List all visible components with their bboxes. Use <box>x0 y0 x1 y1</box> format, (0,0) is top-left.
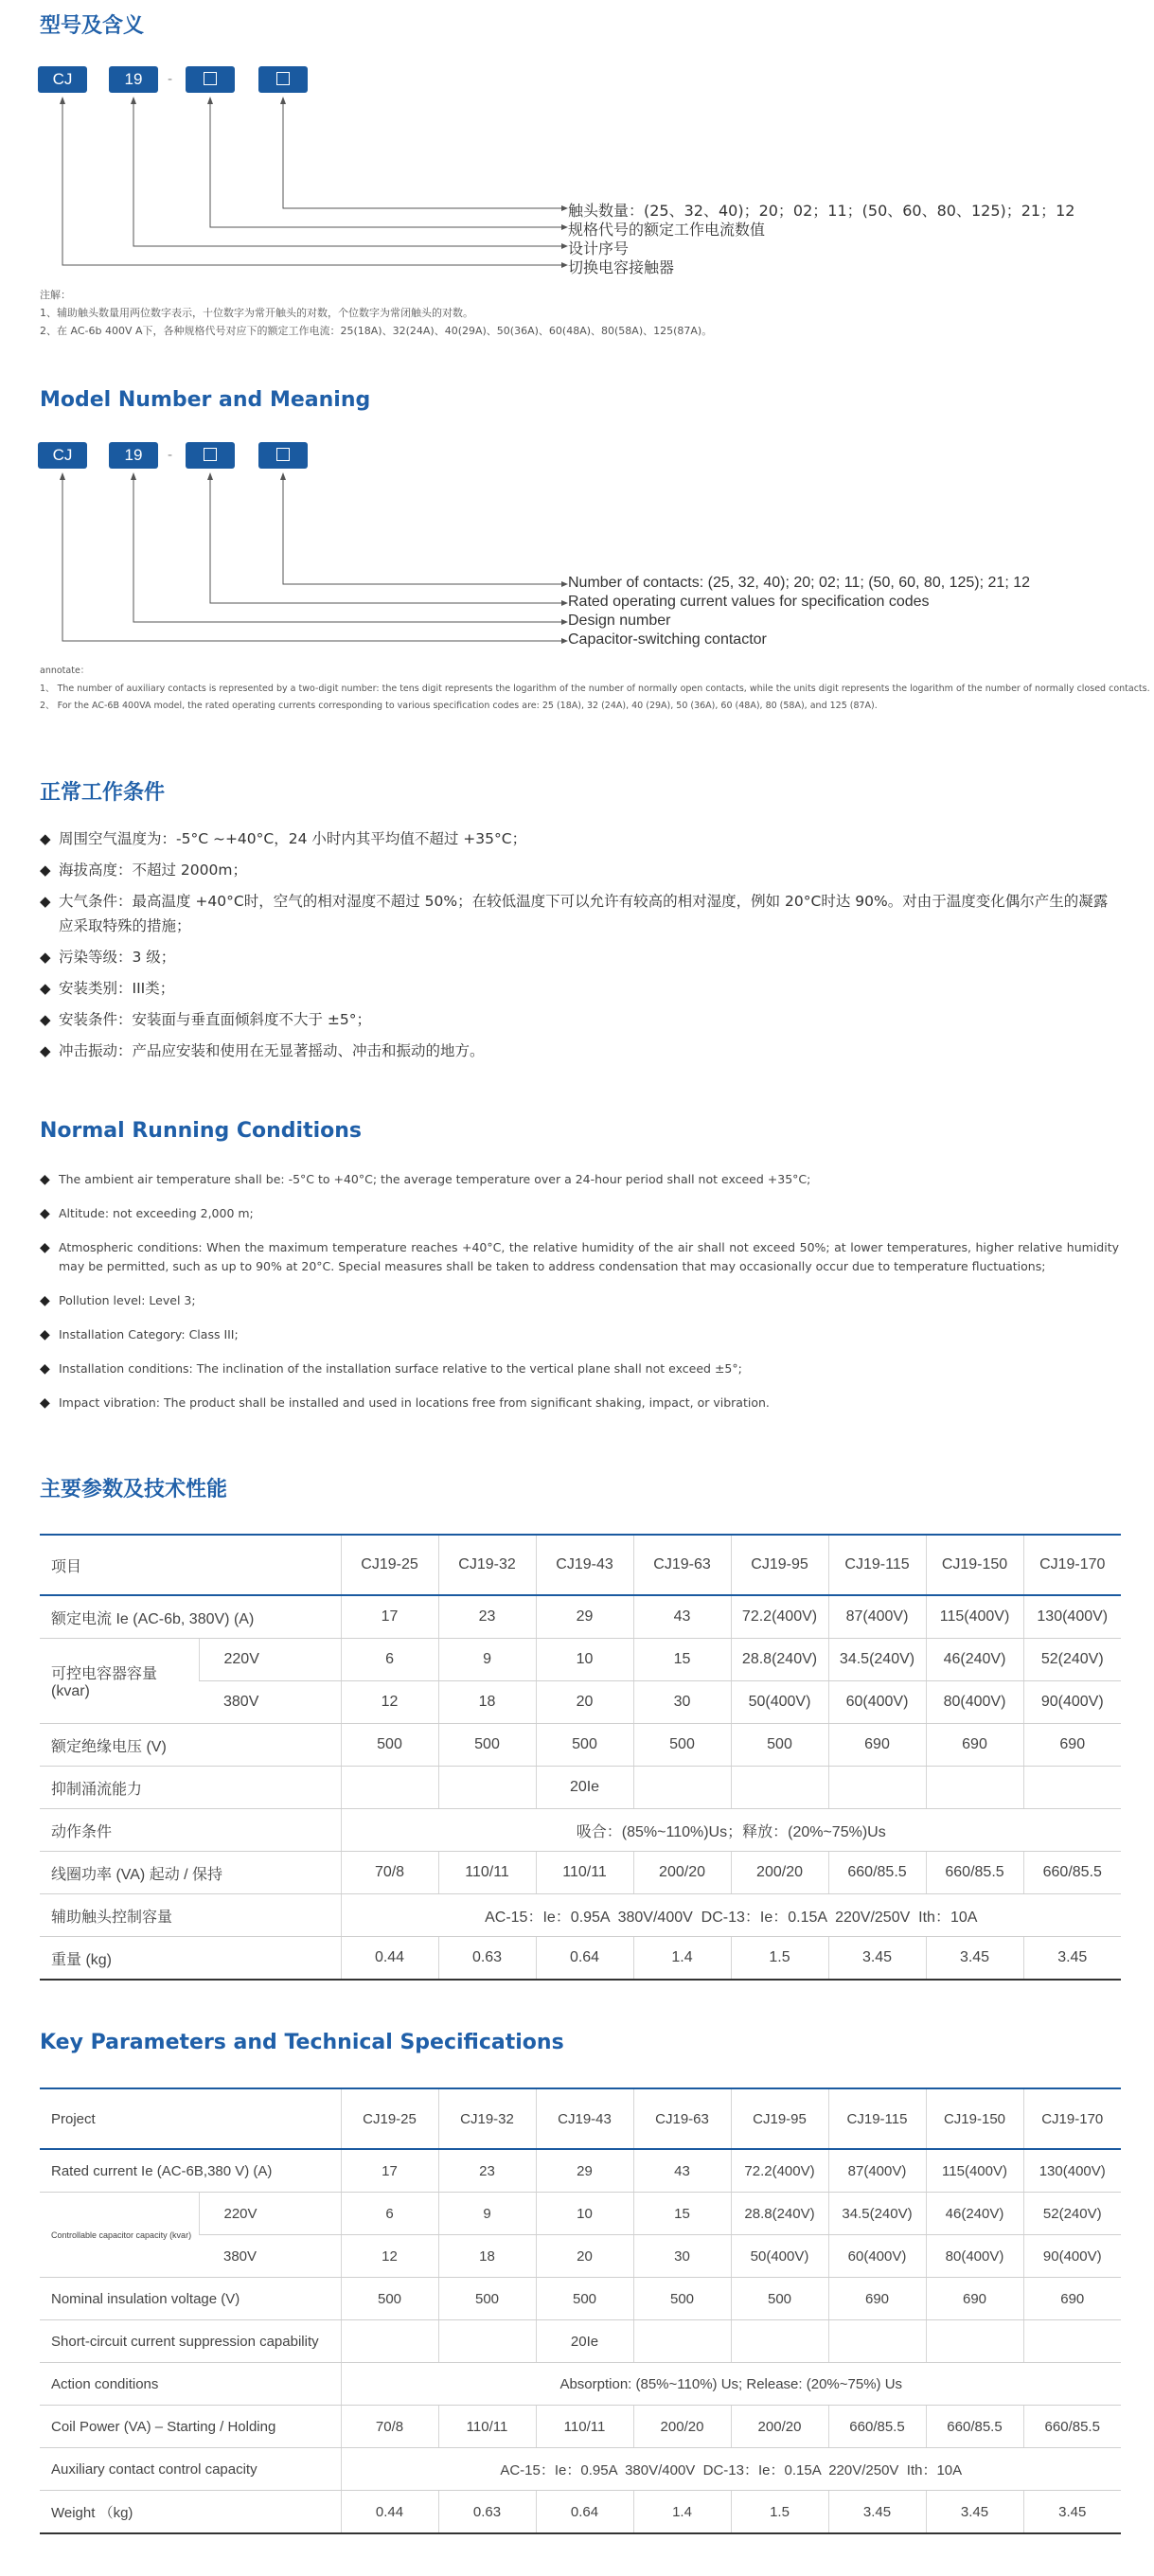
table-cell: 0.64 <box>536 2491 633 2534</box>
row-label: 额定绝缘电压 (V) <box>40 1724 341 1767</box>
table-cell: 130(400V) <box>1023 2149 1121 2193</box>
model-header: CJ19-150 <box>926 2088 1023 2149</box>
table-cell: 9 <box>438 1639 536 1681</box>
table-row <box>40 1681 1121 1724</box>
table-row <box>40 1894 1121 1937</box>
list-item: ◆ 海拔高度：不超过 2000m； <box>40 858 1119 882</box>
table-cell: 660/85.5 <box>1023 2406 1121 2448</box>
table-cell: 500 <box>633 2278 731 2320</box>
table-cell: 70/8 <box>341 2406 438 2448</box>
model-header: CJ19-95 <box>731 2088 828 2149</box>
table-cell <box>828 2320 926 2363</box>
table-cell: 80(400V) <box>926 1681 1023 1724</box>
table-cell: 200/20 <box>633 2406 731 2448</box>
model-en-diagram <box>38 442 1136 669</box>
table-cell: 18 <box>438 1681 536 1724</box>
table-cell: 43 <box>633 1595 731 1639</box>
model-header: CJ19-25 <box>341 1535 438 1595</box>
table-row <box>40 2320 1121 2363</box>
label-spec-code: Rated operating current values for specification codes <box>568 594 930 610</box>
table-cell <box>633 1767 731 1809</box>
table-cell: 500 <box>536 2278 633 2320</box>
table-cell: 110/11 <box>536 2406 633 2448</box>
table-cell: 28.8(240V) <box>731 2193 828 2235</box>
table-row <box>40 1724 1121 1767</box>
table-row <box>40 1852 1121 1894</box>
table-cell: 0.63 <box>438 2491 536 2534</box>
table-cell: 660/85.5 <box>828 1852 926 1894</box>
table-cell: 43 <box>633 2149 731 2193</box>
row-label: 可控电容器容量 (kvar) <box>40 1639 199 1724</box>
table-cell: 18 <box>438 2235 536 2278</box>
table-row <box>40 2363 1121 2406</box>
table-cell: 46(240V) <box>926 1639 1023 1681</box>
table-cell: 0.44 <box>341 1937 438 1981</box>
table-cell: 20 <box>536 2235 633 2278</box>
model-header: CJ19-170 <box>1023 1535 1121 1595</box>
table-cell: 500 <box>731 2278 828 2320</box>
row-label: Weight （kg) <box>40 2491 341 2534</box>
list-item: ◆ 污染等级：3 级； <box>40 945 1119 969</box>
model-box-19: 19 <box>109 66 158 93</box>
table-cell: AC-15：Ie：0.95A 380V/400V DC-13：Ie：0.15A 220V/250V Ith：10A <box>341 2448 1121 2491</box>
table-cell: 90(400V) <box>1023 2235 1121 2278</box>
table-cell: 500 <box>438 1724 536 1767</box>
table-row <box>40 2149 1121 2193</box>
table-cell: 10 <box>536 1639 633 1681</box>
table-cell <box>341 1767 438 1809</box>
table-cell <box>731 2320 828 2363</box>
conditions-cn-list <box>40 826 1119 1070</box>
table-cell: 3.45 <box>926 1937 1023 1981</box>
table-cell: 15 <box>633 1639 731 1681</box>
sub-label: 220V <box>199 1639 341 1681</box>
table-cell <box>633 2320 731 2363</box>
table-cell: 9 <box>438 2193 536 2235</box>
list-item: ◆ 大气条件：最高温度 +40°C时，空气的相对湿度不超过 50%；在较低温度下可以允许有较高的相对湿度，例如 20°C时达 90%。对由于温度变化偶尔产生的凝露应采取特殊的措施； <box>40 889 1119 938</box>
table-row <box>40 2491 1121 2534</box>
table-cell: 660/85.5 <box>1023 1852 1121 1894</box>
note-line: 2、 For the AC-6B 400VA model, the rated operating currents corresponding to various specification codes are: 25 (18A), 32 (24A), 40 (29A), 50 (36A), 60 (48A), 80 (58A), and 125 (87A). <box>40 701 878 711</box>
table-cell: 12 <box>341 1681 438 1724</box>
table-cell: 130(400V) <box>1023 1595 1121 1639</box>
table-cell: 17 <box>341 2149 438 2193</box>
table-row <box>40 2235 1121 2278</box>
table-row <box>40 2193 1121 2235</box>
table-cell: 30 <box>633 1681 731 1724</box>
table-cell: 70/8 <box>341 1852 438 1894</box>
table-cell: 0.63 <box>438 1937 536 1981</box>
table-cell: 110/11 <box>438 1852 536 1894</box>
table-row <box>40 2448 1121 2491</box>
table-cell: 72.2(400V) <box>731 1595 828 1639</box>
row-label: Action conditions <box>40 2363 341 2406</box>
list-item: ◆ Installation conditions: The inclination of the installation surface relative to the vertical plane shall not exceed ±5°; <box>40 1359 1119 1378</box>
table-cell: 0.64 <box>536 1937 633 1981</box>
table-cell: 72.2(400V) <box>731 2149 828 2193</box>
list-item: ◆ 安装条件：安装面与垂直面倾斜度不大于 ±5°； <box>40 1007 1119 1032</box>
label-contacts: 触头数量：(25、32、40)；20；02；11；(50、60、80、125)；21；12 <box>568 202 1075 220</box>
label-product-type: Capacitor-switching contactor <box>568 631 767 648</box>
row-label: Auxiliary contact control capacity <box>40 2448 341 2491</box>
model-header: CJ19-43 <box>536 1535 633 1595</box>
table-cell: 30 <box>633 2235 731 2278</box>
table-cn-title: 主要参数及技术性能 <box>40 1478 228 1501</box>
table-cell: 3.45 <box>1023 1937 1121 1981</box>
header-cell: 项目 <box>40 1535 341 1595</box>
table-cell: 87(400V) <box>828 1595 926 1639</box>
table-cell: 690 <box>926 1724 1023 1767</box>
model-box-cj: CJ <box>38 442 87 469</box>
label-contacts: Number of contacts: (25, 32, 40); 20; 02; 11; (50, 60, 80, 125); 21; 12 <box>568 575 1030 591</box>
table-cell: 690 <box>926 2278 1023 2320</box>
row-label: Rated current Ie (AC-6B,380 V) (A) <box>40 2149 341 2193</box>
model-header: CJ19-95 <box>731 1535 828 1595</box>
table-cell: 29 <box>536 2149 633 2193</box>
separator-dash: - <box>168 72 173 87</box>
list-item: ◆ Atmospheric conditions: When the maximum temperature reaches +40°C, the relative humidity of the air shall not exceed 50%; at lower temperatures, higher relative humidity may be permitted, such as up to 90% at 20°C. Special measures shall be taken to address condensation that may occasionally occur due to temperature fluctuations; <box>40 1238 1119 1276</box>
table-row <box>40 1809 1121 1852</box>
table-header-row <box>40 1535 1121 1595</box>
note-heading: 注解： <box>40 289 71 301</box>
table-cell: 34.5(240V) <box>828 2193 926 2235</box>
sub-label: 380V <box>199 1681 341 1724</box>
list-item: ◆ Impact vibration: The product shall be installed and used in locations free from significant shaking, impact, or vibration. <box>40 1394 1119 1412</box>
row-label: Controllable capacitor capacity (kvar) <box>40 2193 199 2278</box>
row-label: Nominal insulation voltage (V) <box>40 2278 341 2320</box>
table-cell <box>341 2320 438 2363</box>
model-header: CJ19-63 <box>633 1535 731 1595</box>
table-cell: 50(400V) <box>731 2235 828 2278</box>
table-cell: 60(400V) <box>828 2235 926 2278</box>
table-cell <box>438 2320 536 2363</box>
table-cell: 110/11 <box>438 2406 536 2448</box>
table-cell: 500 <box>731 1724 828 1767</box>
table-cell: 10 <box>536 2193 633 2235</box>
table-header-row <box>40 2088 1121 2149</box>
table-cell: 1.5 <box>731 2491 828 2534</box>
table-cell: Absorption: (85%~110%) Us; Release: (20%~75%) Us <box>341 2363 1121 2406</box>
table-cell: 500 <box>438 2278 536 2320</box>
row-label: Short-circuit current suppression capability <box>40 2320 341 2363</box>
table-cell: 690 <box>1023 1724 1121 1767</box>
table-cell <box>828 1767 926 1809</box>
table-cell: 29 <box>536 1595 633 1639</box>
list-item: ◆ 安装类别：III类； <box>40 976 1119 1001</box>
table-cell: 115(400V) <box>926 2149 1023 2193</box>
table-cell: 34.5(240V) <box>828 1639 926 1681</box>
separator-dash: - <box>168 448 173 463</box>
table-cell <box>1023 1767 1121 1809</box>
table-cell <box>438 1767 536 1809</box>
table-cell: 110/11 <box>536 1852 633 1894</box>
table-cell: 吸合：(85%~110%)Us；释放：(20%~75%)Us <box>341 1809 1121 1852</box>
table-cell: 3.45 <box>828 2491 926 2534</box>
leader-lines <box>38 442 606 669</box>
table-cell: 3.45 <box>1023 2491 1121 2534</box>
table-cell: 500 <box>341 1724 438 1767</box>
table-cell <box>1023 2320 1121 2363</box>
row-label: 线圈功率 (VA) 起动 / 保持 <box>40 1852 341 1894</box>
table-cell: 690 <box>828 2278 926 2320</box>
model-box-cj: CJ <box>38 66 87 93</box>
list-item: ◆ Pollution level: Level 3; <box>40 1291 1119 1310</box>
row-label: 抑制涌流能力 <box>40 1767 341 1809</box>
table-cell: 52(240V) <box>1023 1639 1121 1681</box>
label-design-number: 设计序号 <box>568 240 630 258</box>
model-en-title: Model Number and Meaning <box>40 388 371 412</box>
model-header: CJ19-170 <box>1023 2088 1121 2149</box>
table-cell: 500 <box>633 1724 731 1767</box>
table-cell: 6 <box>341 2193 438 2235</box>
model-header: CJ19-150 <box>926 1535 1023 1595</box>
list-item: ◆ 周围空气温度为：-5°C ~+40°C，24 小时内其平均值不超过 +35°C； <box>40 826 1119 851</box>
table-cell <box>926 2320 1023 2363</box>
row-label: 重量 (kg) <box>40 1937 341 1981</box>
spec-table-cn <box>40 1534 1121 1981</box>
table-row <box>40 1595 1121 1639</box>
table-cell: 6 <box>341 1639 438 1681</box>
note-line: 1、 The number of auxiliary contacts is represented by a two-digit number: the tens digit represents the logarithm of the number of normally open contacts, while the units digit represents the logarithm of the number of normally closed contacts. <box>40 684 1150 694</box>
leader-lines <box>38 66 606 293</box>
table-cell: 115(400V) <box>926 1595 1023 1639</box>
table-cell: 28.8(240V) <box>731 1639 828 1681</box>
list-item: ◆ The ambient air temperature shall be: -5°C to +40°C; the average temperature over a 24-hour period shall not exceed +35°C; <box>40 1170 1119 1189</box>
table-cell: 500 <box>536 1724 633 1767</box>
table-cell: 660/85.5 <box>926 2406 1023 2448</box>
table-cell: 3.45 <box>926 2491 1023 2534</box>
row-label: 动作条件 <box>40 1809 341 1852</box>
note-line: 1、辅助触头数量用两位数字表示，十位数字为常开触头的对数，个位数字为常闭触头的对数。 <box>40 307 473 319</box>
table-cell: 23 <box>438 2149 536 2193</box>
table-cell: AC-15：Ie：0.95A 380V/400V DC-13：Ie：0.15A 220V/250V Ith：10A <box>341 1894 1121 1937</box>
table-cell: 52(240V) <box>1023 2193 1121 2235</box>
row-label: Coil Power (VA) – Starting / Holding <box>40 2406 341 2448</box>
table-row <box>40 2406 1121 2448</box>
note-heading: annotate： <box>40 666 90 676</box>
model-cn-title: 型号及含义 <box>40 14 145 38</box>
model-header: CJ19-32 <box>438 2088 536 2149</box>
table-cell: 200/20 <box>633 1852 731 1894</box>
table-row <box>40 1937 1121 1981</box>
list-item: ◆ 冲击振动：产品应安装和使用在无显著摇动、冲击和振动的地方。 <box>40 1039 1119 1063</box>
table-cell <box>731 1767 828 1809</box>
table-cell: 80(400V) <box>926 2235 1023 2278</box>
table-cell: 690 <box>828 1724 926 1767</box>
table-cell: 87(400V) <box>828 2149 926 2193</box>
model-header: CJ19-115 <box>828 2088 926 2149</box>
note-line: 2、在 AC-6b 400V A下，各种规格代号对应下的额定工作电流：25(18A)、32(24A)、40(29A)、50(36A)、60(48A)、80(58A)、125(87A)。 <box>40 325 713 337</box>
table-cell: 20Ie <box>536 1767 633 1809</box>
table-cell: 15 <box>633 2193 731 2235</box>
label-spec-code: 规格代号的额定工作电流数值 <box>568 221 766 239</box>
model-header: CJ19-32 <box>438 1535 536 1595</box>
conditions-cn-title: 正常工作条件 <box>40 781 166 805</box>
list-item: ◆ Altitude: not exceeding 2,000 m; <box>40 1204 1119 1223</box>
table-cell: 3.45 <box>828 1937 926 1981</box>
row-label: 辅助触头控制容量 <box>40 1894 341 1937</box>
table-cell: 46(240V) <box>926 2193 1023 2235</box>
table-cell: 500 <box>341 2278 438 2320</box>
model-header: CJ19-115 <box>828 1535 926 1595</box>
table-cell: 690 <box>1023 2278 1121 2320</box>
model-header: CJ19-43 <box>536 2088 633 2149</box>
table-cell <box>926 1767 1023 1809</box>
sub-label: 380V <box>199 2235 341 2278</box>
table-cell: 1.4 <box>633 1937 731 1981</box>
table-cell: 60(400V) <box>828 1681 926 1724</box>
model-header: CJ19-63 <box>633 2088 731 2149</box>
table-row <box>40 2278 1121 2320</box>
table-cell: 1.5 <box>731 1937 828 1981</box>
model-cn-diagram <box>38 66 1136 293</box>
row-label: 额定电流 Ie (AC-6b, 380V) (A) <box>40 1595 341 1639</box>
list-item: ◆ Installation Category: Class III; <box>40 1325 1119 1344</box>
header-cell: Project <box>40 2088 341 2149</box>
table-cell: 17 <box>341 1595 438 1639</box>
conditions-en-list <box>40 1170 1119 1428</box>
table-cell: 0.44 <box>341 2491 438 2534</box>
table-en-title: Key Parameters and Technical Specifications <box>40 2031 564 2054</box>
table-cell: 20Ie <box>536 2320 633 2363</box>
model-box-19: 19 <box>109 442 158 469</box>
conditions-en-title: Normal Running Conditions <box>40 1119 363 1143</box>
table-cell: 50(400V) <box>731 1681 828 1724</box>
table-row <box>40 1767 1121 1809</box>
table-cell: 200/20 <box>731 2406 828 2448</box>
model-header: CJ19-25 <box>341 2088 438 2149</box>
label-design-number: Design number <box>568 613 671 629</box>
table-cell: 20 <box>536 1681 633 1724</box>
table-cell: 90(400V) <box>1023 1681 1121 1724</box>
table-cell: 1.4 <box>633 2491 731 2534</box>
spec-table-en <box>40 2087 1121 2534</box>
table-cell: 660/85.5 <box>926 1852 1023 1894</box>
table-cell: 660/85.5 <box>828 2406 926 2448</box>
table-cell: 200/20 <box>731 1852 828 1894</box>
sub-label: 220V <box>199 2193 341 2235</box>
label-product-type: 切换电容接触器 <box>568 258 675 276</box>
table-cell: 23 <box>438 1595 536 1639</box>
table-row <box>40 1639 1121 1681</box>
table-cell: 12 <box>341 2235 438 2278</box>
